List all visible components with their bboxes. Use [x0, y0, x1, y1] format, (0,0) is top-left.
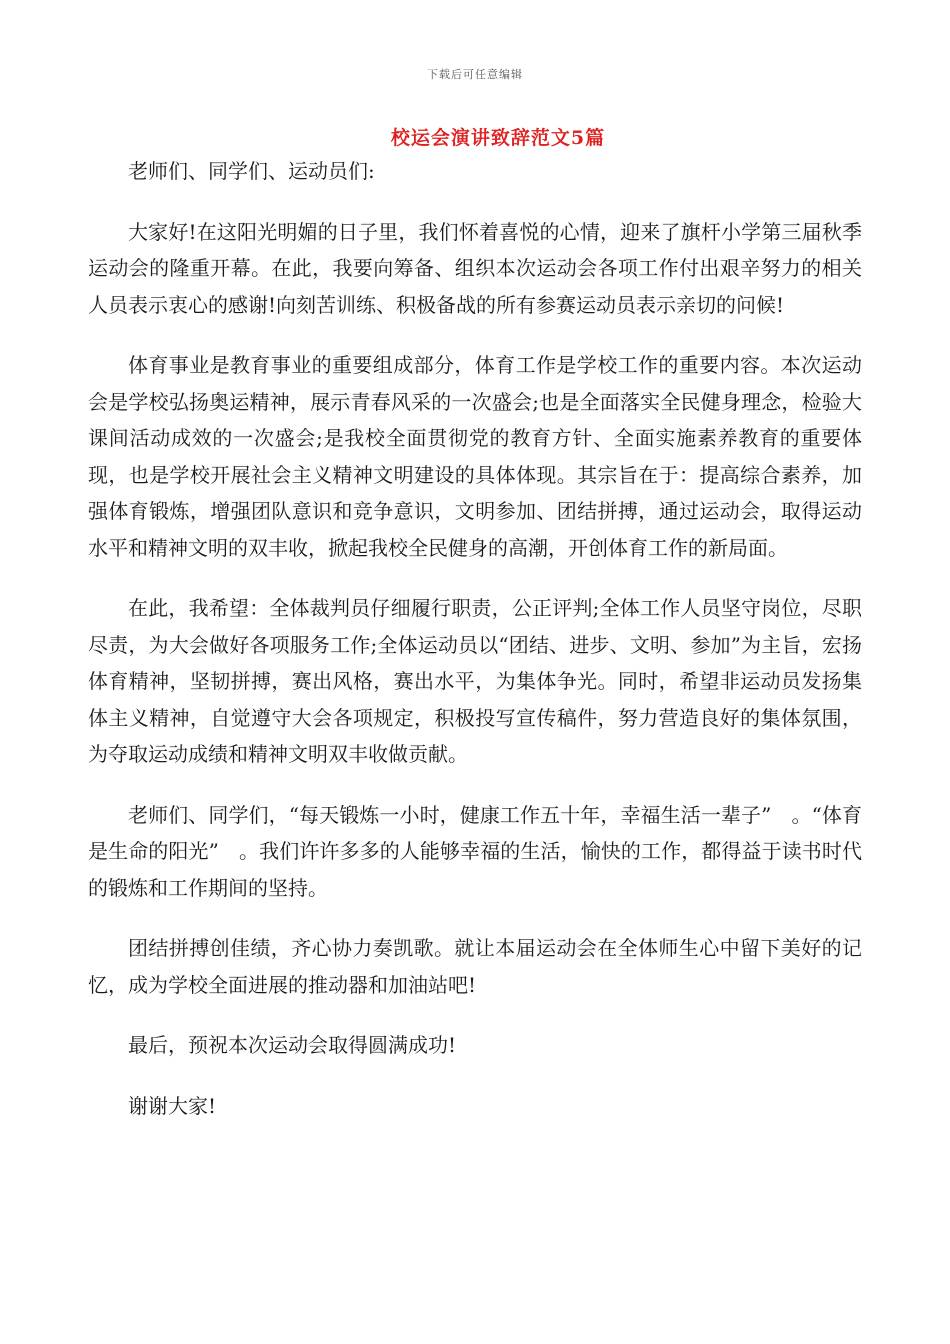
salutation-paragraph: 老师们、同学们、运动员们: — [128, 159, 375, 183]
body-paragraph: 大家好!在这阳光明媚的日子里，我们怀着喜悦的心情，迎来了旗杆小学第三届秋季运动会的隆重开幕。在此，我要向筹备、组织本次运动会各项工作付出艰辛努力的相关人员表示衷心的感谢!向刻苦训练、积极备战的所有参赛运动员表示亲切的问候! — [88, 219, 862, 317]
body-paragraph: 老师们、同学们，“每天锻炼一小时，健康工作五十年，幸福生活一辈子” 。“体育是生命的阳光” 。我们许许多多的人能够幸福的生活，愉快的工作，都得益于读书时代的锻炼和工作期间的坚持。 — [88, 802, 862, 900]
header-note: 下载后可任意编辑 — [427, 68, 523, 81]
body-paragraph: 体育事业是教育事业的重要组成部分，体育工作是学校工作的重要内容。本次运动会是学校弘扬奥运精神，展示青春风采的一次盛会;也是全面落实全民健身理念，检验大课间活动成效的一次盛会;是我校全面贯彻党的教育方针、全面实施素养教育的重要体现，也是学校开展社会主义精神文明建设的具体体现。其宗旨在于：提高综合素养，加强体育锻炼，增强团队意识和竞争意识，文明参加、团结拼搏，通过运动会，取得运动水平和精神文明的双丰收，掀起我校全民健身的高潮，开创体育工作的新局面。 — [88, 353, 862, 560]
body-paragraph: 团结拼搏创佳绩，齐心协力奏凯歌。就让本届运动会在全体师生心中留下美好的记忆，成为学校全面进展的推动器和加油站吧! — [88, 936, 862, 997]
closing-paragraph: 最后，预祝本次运动会取得圆满成功! — [128, 1033, 457, 1057]
document-body — [88, 153, 862, 1124]
document-title: 校运会演讲致辞范文5篇 — [390, 127, 606, 149]
body-paragraph: 在此，我希望：全体裁判员仔细履行职责，公正评判;全体工作人员坚守岗位，尽职尽责，为大会做好各项服务工作;全体运动员以“团结、进步、文明、参加”为主旨，宏扬体育精神，坚韧拼搏，赛出风格，赛出水平，为集体争光。同时，希望非运动员发扬集体主义精神，自觉遵守大会各项规定，积极投写宣传稿件，努力营造良好的集体氛围，为夺取运动成绩和精神文明双丰收做贡献。 — [88, 596, 862, 766]
closing-paragraph: 谢谢大家! — [128, 1093, 217, 1118]
